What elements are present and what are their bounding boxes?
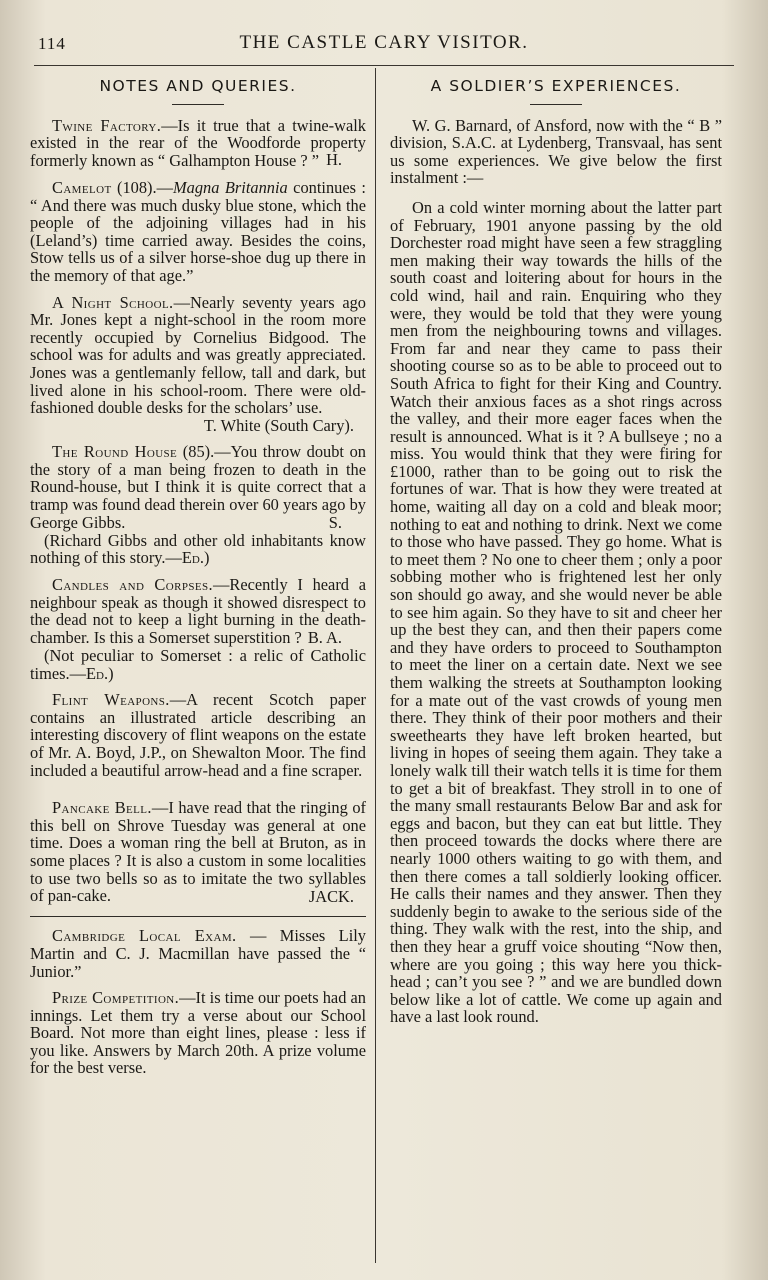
entry-text: —A recent Scotch paper contains an illustrated article describing an interesting discovery of flint weapons on the estate of Mr. A. Boyd, J.P., on Shewalton Moor. The find included a beautiful arrow-head and a fine scraper. <box>30 690 366 780</box>
right-column <box>390 74 722 1034</box>
note-entry-camelot <box>30 179 366 285</box>
entry-text: (85).—You throw doubt on the story of a man being frozen to death in the Round-house, but I think it is quite correct that a tramp was found dead therein over 60 years ago by George Gibbs. <box>30 442 366 532</box>
entry-signature: B. A. <box>307 628 342 648</box>
entry-signature: S. <box>328 513 342 533</box>
entry-text: — Misses Lily Martin and C. J. Macmillan have passed the “ Junior.” <box>30 926 366 981</box>
entry-ref: (108).— <box>117 177 174 197</box>
entry-text: —Nearly seventy years ago Mr. Jones kept a night-school in the room more recently occupied by Cornelius Bidgood. The school was for adults and was greatly appreciated. Jones was a gentlemanly fellow, tall and dark, but lived alone in his school-room. There were old-fashioned double desks for the scholars’ use. <box>30 292 366 418</box>
entry-signature: T. White (South Cary). <box>203 415 354 435</box>
note-entry-cambridge-exam <box>30 927 366 980</box>
entry-title: Camelot <box>52 177 112 197</box>
entry-title: Twine Factory. <box>52 115 162 135</box>
entry-signature: JACK. <box>308 886 354 906</box>
editor-note-close: ) <box>108 663 114 683</box>
heading-rule <box>530 104 582 105</box>
entry-title: A Night School. <box>52 292 174 312</box>
header-rule <box>34 65 734 66</box>
entry-italic-source: Magna Britannia <box>173 177 288 197</box>
entry-title: Prize Competition. <box>52 988 180 1008</box>
page-header <box>34 30 734 60</box>
editor-mark: Ed. <box>86 663 109 683</box>
note-entry-flint-weapons <box>30 691 366 779</box>
editor-note <box>30 647 366 682</box>
section-separator-rule <box>30 916 366 917</box>
note-entry-prize-competition <box>30 989 366 1077</box>
column-divider <box>375 68 376 1263</box>
entry-title: Flint Weapons. <box>52 690 170 710</box>
editor-note-text: (Richard Gibbs and other old inhabitants know nothing of this story.— <box>30 530 366 568</box>
editor-note-close: ) <box>203 548 210 568</box>
editor-note-text: (Not peculiar to Somerset : a relic of Catholic times.— <box>30 646 366 683</box>
entry-text: —It is time our poets had an innings. Let them try a verse about our School Board. Not more than eight lines, please : less if you like. Answers by March 20th. A prize volume for the best verse. <box>30 988 366 1078</box>
page-number: 114 <box>38 34 66 53</box>
entry-text: —Is it true that a twine-walk existed in the rear of the Woodforde property formerly known as “ Galhampton House ? ” <box>30 115 366 170</box>
entry-title: The Round House <box>52 442 178 462</box>
entry-title: Cambridge Local Exam. <box>52 926 237 946</box>
section-heading-soldier: A SOLDIER’S EXPERIENCES. <box>430 77 682 95</box>
editor-note <box>30 532 366 567</box>
left-column <box>30 74 366 1086</box>
article-paragraph: On a cold winter morning about the latter part of February, 1901 anyone passing by the old Dorchester road might have seen a few straggling men making their way towards the hills of the south coast and loitering about for hours in the cold wind, hail and rain. Enquiring who they were, they would be told that they were young men from the neighbouring towns and villages. From far and near they came to pass their shooting course so as to be able to proceed out to South Africa to fight for their King and Country. Watch their anxious faces as a shot rings across the valley, and their more eager faces when the result is announced. What is it ? A bullseye ; no a miss. You would think that they were firing for £1000, rather than to be going out to risk the fortunes of war. That is how they were treated at home, waiting all day on a cold and bleak moor; nothing to eat and nothing to drink. Next we come to those who have passed. They go home. What is to meet them ? No one to cheer them ; only a poor sobbing mother who is frightened lest her only son should go away, and she would never be able to see him again. So they have to sit and cheer her up the best they can, and then their papers come and they have orders to proceed to Southampton to meet the liner on a certain date. Next we see them walking the streets at Southampton looking for a mate out of the vast crowds of young men there. They think of their poor mothers and their sweethearts they have left broken hearted, but living in hopes of seeing them again. They take a lonely walk till their watch tells it is time for them to get a bit of breakfast. They stroll in to one of the many small restaurants Below Bar and ask for eggs and bacon, but they can eat but little. They then proceed towards the docks where there are nearly 1000 others waiting to go with them, and then there comes a tall soldierly looking officer. He calls their names and they answer. Then they suddenly begin to awake to the serious side of the thing. They walk with the rest, into the ship, and then they hear a gruff voice shouting “Now then, where are you going ; this way here you thick-head ; can’t you see ? ” and we are bundled down below like a lot of cattle. We come up again and have a last look round. <box>390 197 722 1027</box>
section-heading-notes: NOTES AND QUERIES. <box>99 77 297 95</box>
article-intro: W. G. Barnard, of Ansford, now with the “ B ” division, S.A.C. at Lydenberg, Transvaal, has sent us some experiences. We give below the first instalment :— <box>390 115 722 188</box>
entry-signature: H. <box>326 150 342 170</box>
editor-mark: Ed. <box>181 548 204 568</box>
entry-text: —Recently I heard a neighbour speak as though it showed disrespect to the dead not to keep a light burning in the death-chamber. Is this a Somerset superstition ? <box>30 575 366 647</box>
running-title: THE CASTLE CARY VISITOR. <box>239 32 529 53</box>
entry-title: Candles and Corpses. <box>52 575 214 595</box>
entry-title: Pancake Bell. <box>52 798 152 818</box>
note-entry-twine-factory <box>30 117 366 170</box>
entry-text: —I have read that the ringing of this bell on Shrove Tuesday was general at one time. Does a woman ring the bell at Bruton, as in some places ? It is also a custom in some localities to use two bells so as to imitate the two syllables of pan-cake. <box>30 798 366 906</box>
note-entry-night-school <box>30 294 366 417</box>
entry-text: continues : “ And there was much dusky blue stone, which the people of the adjoining villages had in his (Leland’s) time carried away. Besides the coins, Stow tells us of a silver horse-shoe dug up there in the memory of that age.” <box>30 177 366 285</box>
heading-rule <box>172 104 224 105</box>
